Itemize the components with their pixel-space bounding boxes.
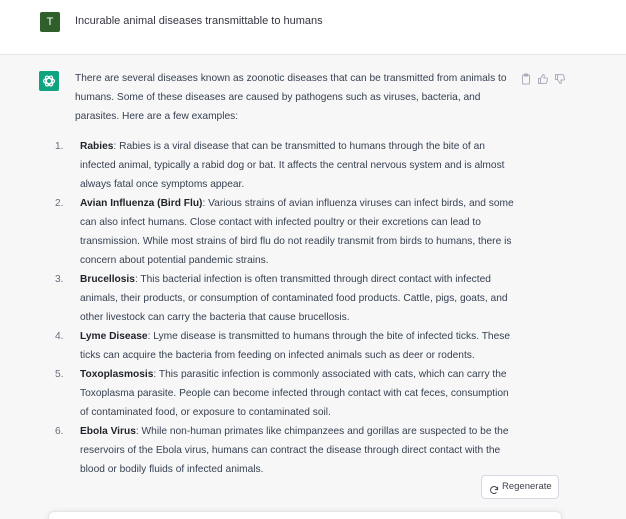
- item-title: Lyme Disease: [80, 331, 148, 342]
- regenerate-label: Regenerate: [502, 481, 552, 492]
- chatgpt-logo-icon: [39, 71, 59, 91]
- list-number: 4.: [55, 331, 64, 342]
- assistant-message-row: [0, 55, 626, 519]
- list-item: [55, 327, 515, 365]
- item-body: : Various strains of avian influenza viruses can infect birds, and some can also infect humans. Close contact with infected poultry or their excretions can lead to transmission. While most strains of bird flu do not readily transmit from birds to humans, there is concern about potential pandemic strains.: [80, 198, 514, 266]
- assistant-message-body: [55, 69, 515, 479]
- refresh-icon: [489, 482, 499, 492]
- list-item: [55, 270, 515, 327]
- item-body: : Rabies is a viral disease that can be transmitted to humans through the bite of an infected animal, typically a rabid dog or bat. It affects the central nervous system and is almost always fatal once symptoms appear.: [80, 141, 505, 190]
- list-number: 1.: [55, 141, 64, 152]
- item-body: : While non-human primates like chimpanzees and gorillas are suspected to be the reservoirs of the Ebola virus, humans can contract the disease through direct contact with the blood or bodily fluids of infected animals.: [80, 426, 509, 475]
- assistant-intro: There are several diseases known as zoonotic diseases that can be transmitted from animals to humans. Some of these diseases are caused by pathogens such as viruses, bacteria, and parasites. Here are a few examples:: [75, 73, 507, 122]
- item-title: Ebola Virus: [80, 426, 136, 437]
- item-title: Avian Influenza (Bird Flu): [80, 198, 203, 209]
- message-composer[interactable]: [48, 511, 562, 519]
- item-body: : This bacterial infection is often transmitted through direct contact with infected animals, their products, or consumption of contaminated food products. Cattle, pigs, goats, and other livestock can carry the bacteria that cause brucellosis.: [80, 274, 508, 323]
- item-title: Rabies: [80, 141, 114, 152]
- user-avatar: T: [40, 12, 60, 32]
- list-number: 2.: [55, 198, 64, 209]
- thumbs-down-icon[interactable]: [554, 72, 566, 84]
- list-item: [55, 365, 515, 422]
- disease-list: [55, 137, 515, 479]
- regenerate-button[interactable]: [481, 475, 559, 499]
- list-item: [55, 422, 515, 479]
- item-body: : This parasitic infection is commonly associated with cats, which can carry the Toxoplasma parasite. People can become infected through contact with cat feces, consumption of contaminated food, or exposure to contaminated soil.: [80, 369, 509, 418]
- list-item: [55, 194, 515, 270]
- clipboard-icon[interactable]: [520, 72, 532, 84]
- user-message-row: [0, 0, 626, 55]
- item-body: : Lyme disease is transmitted to humans through the bite of infected ticks. These ticks can acquire the bacteria from feeding on infected animals such as deer or rodents.: [80, 331, 511, 361]
- list-item: [55, 137, 515, 194]
- item-title: Brucellosis: [80, 274, 135, 285]
- list-number: 6.: [55, 426, 64, 437]
- message-actions: [520, 72, 575, 86]
- list-number: 3.: [55, 274, 64, 285]
- item-title: Toxoplasmosis: [80, 369, 154, 380]
- list-number: 5.: [55, 369, 64, 380]
- user-message-text: Incurable animal diseases transmittable to humans: [75, 15, 323, 27]
- thumbs-up-icon[interactable]: [537, 72, 549, 84]
